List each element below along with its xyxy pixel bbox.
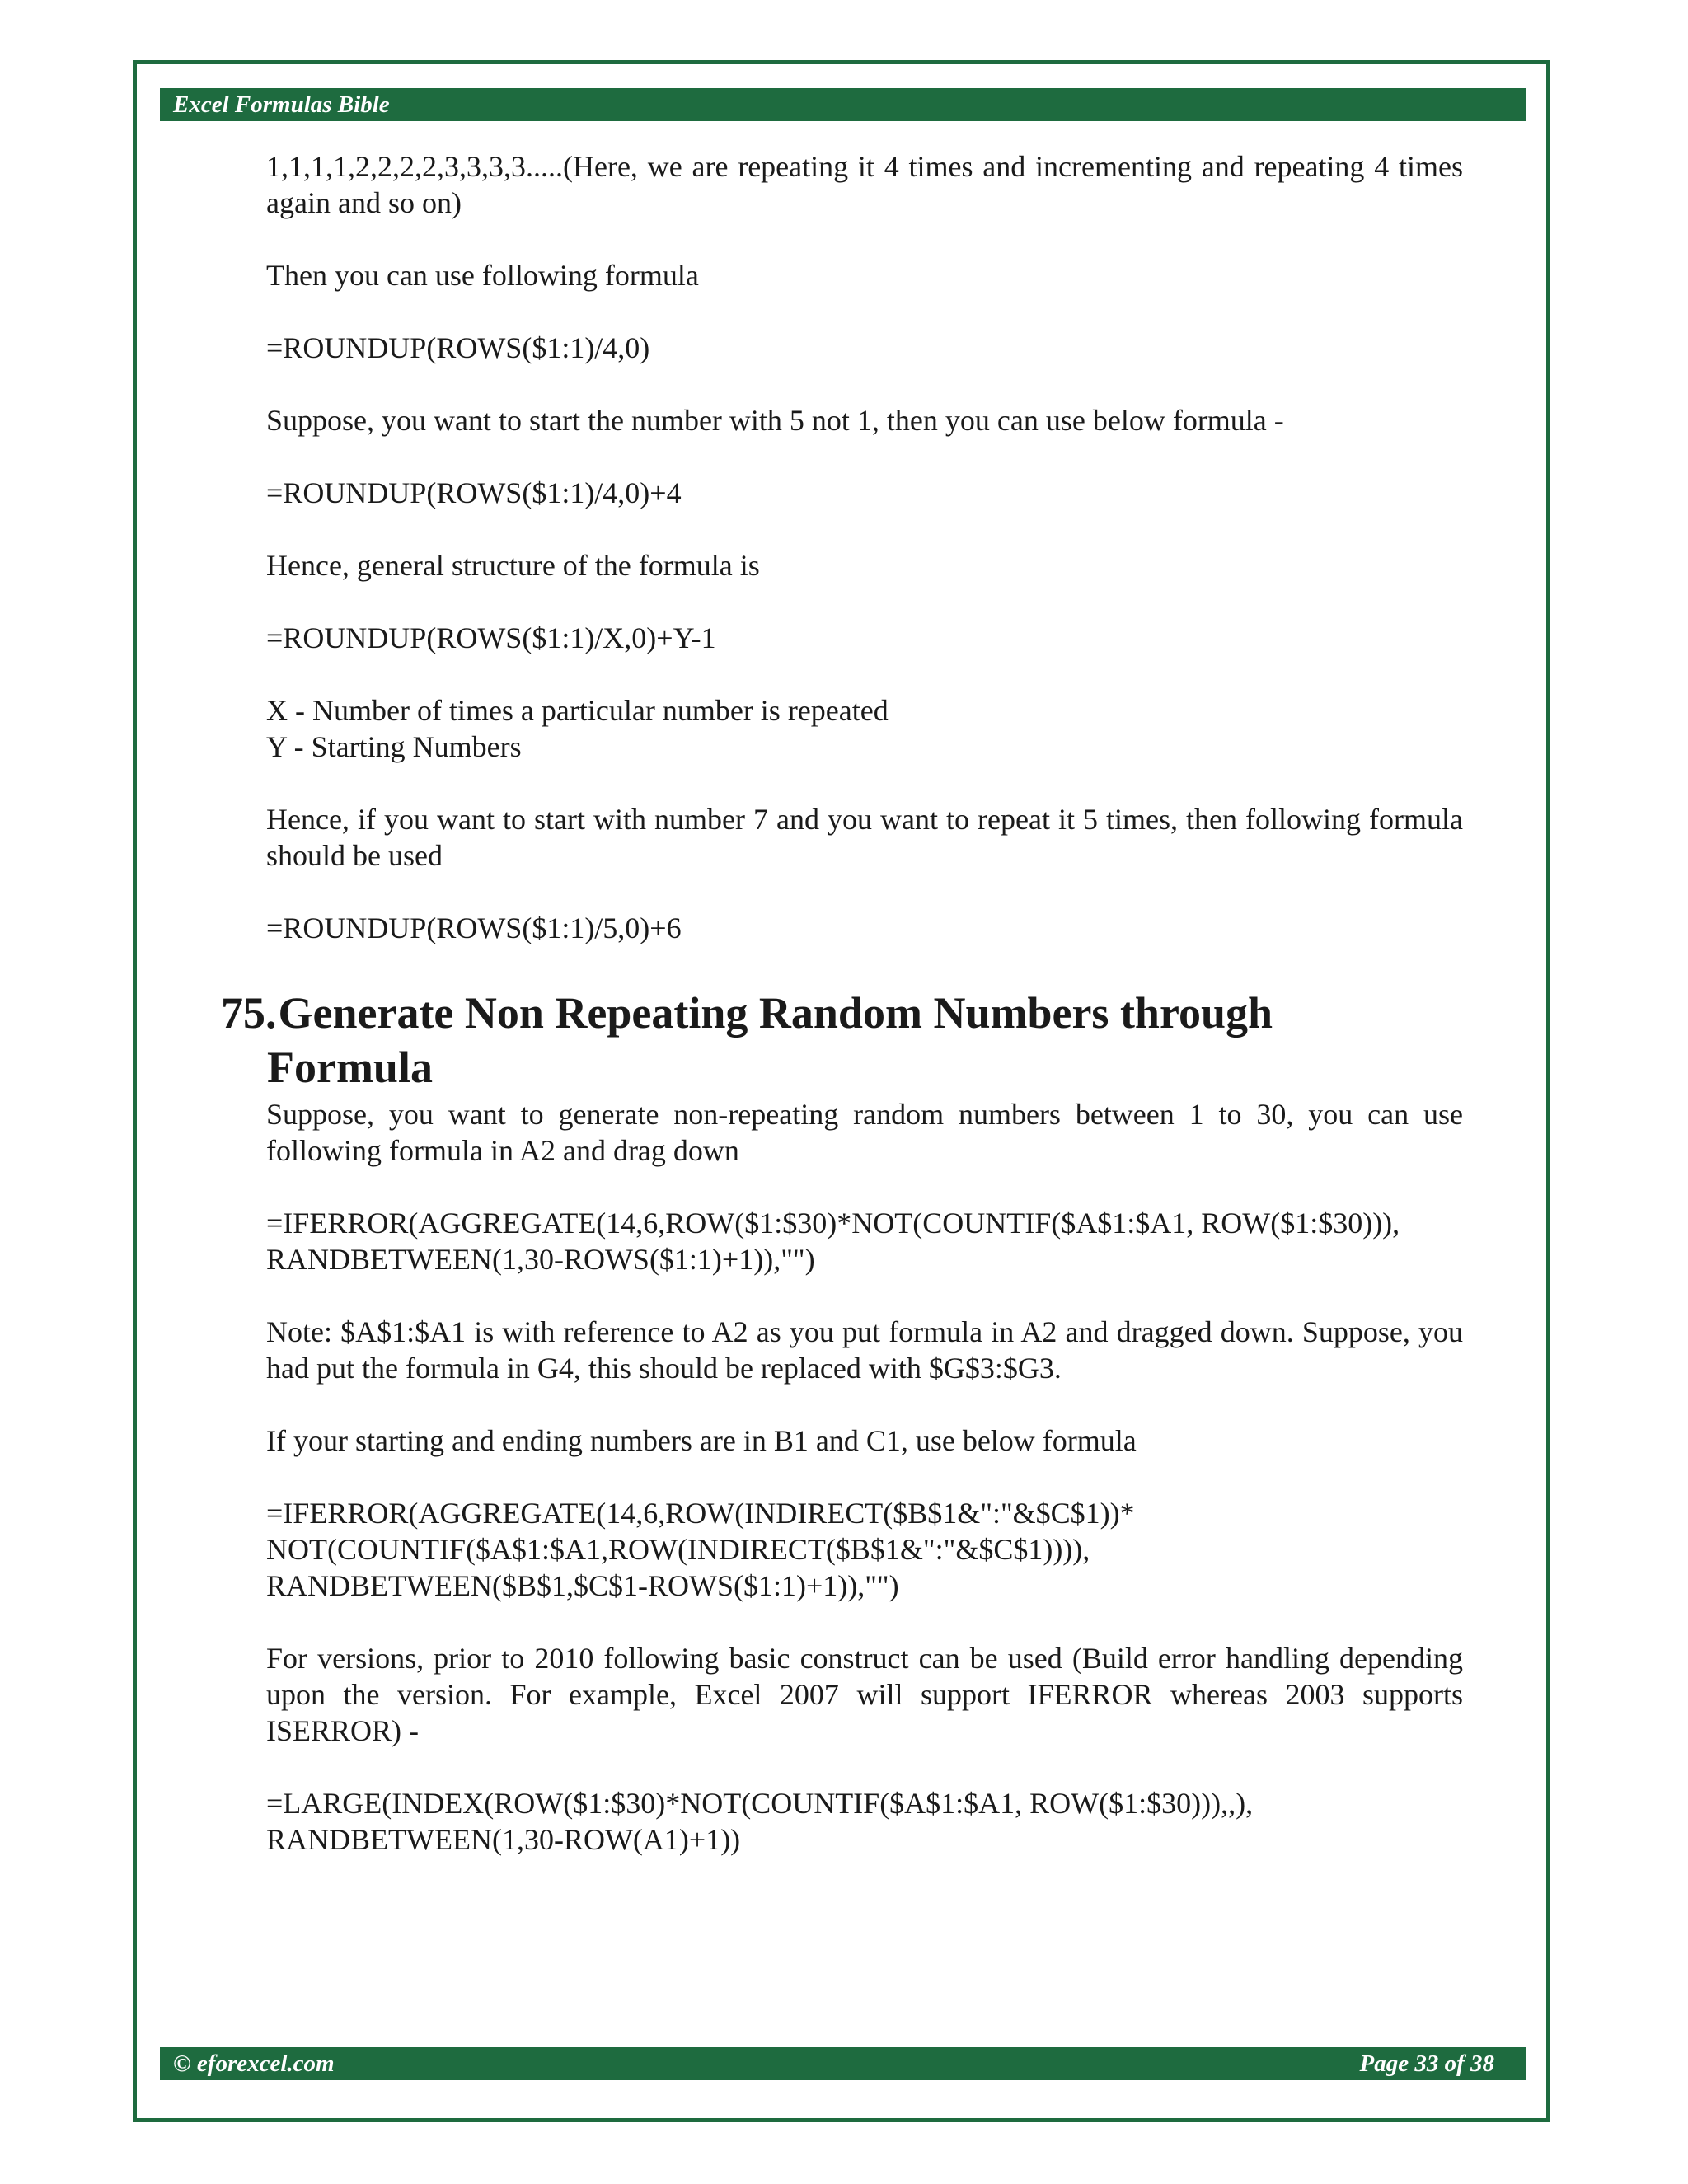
paragraph: Hence, if you want to start with number 7 and you want to repeat it 5 times, then following formula should be used (266, 803, 1463, 872)
paragraph: Suppose, you want to start the number with 5 not 1, then you can use below formula - (266, 404, 1284, 437)
formula (266, 1785, 1463, 1858)
sequence-description: 1,1,1,1,2,2,2,2,3,3,3,3.....(Here, we are repeating it 4 times and incrementing and repeating 4 times again and so on) (266, 150, 1463, 219)
y-definition: Y - Starting Numbers (266, 730, 522, 763)
heading-line-1: Generate Non Repeating Random Numbers through (278, 988, 1273, 1038)
footer-copyright: © eforexcel.com (173, 2050, 335, 2077)
formula: =ROUNDUP(ROWS($1:1)/4,0)+4 (266, 476, 682, 509)
page-header (160, 88, 1526, 121)
formula-line: =LARGE(INDEX(ROW($1:$30)*NOT(COUNTIF($A$1:$A1, ROW($1:$30))),,), (266, 1787, 1254, 1820)
formula: =ROUNDUP(ROWS($1:1)/4,0) (266, 331, 650, 364)
formula-line: RANDBETWEEN(1,30-ROW(A1)+1)) (266, 1823, 741, 1856)
paragraph: For versions, prior to 2010 following basic construct can be used (Build error handling depending upon the version. For example, Excel 2007 will support IFERROR whereas 2003 supports ISERROR) - (266, 1642, 1463, 1747)
formula-line: =IFERROR(AGGREGATE(14,6,ROW($1:$30)*NOT(COUNTIF($A$1:$A1, ROW($1:$30))), (266, 1207, 1400, 1240)
page-number: Page 33 of 38 (1359, 2050, 1494, 2077)
heading-line-2: Formula (267, 1043, 433, 1092)
formula-line: NOT(COUNTIF($A$1:$A1,ROW(INDIRECT($B$1&":"&$C$1)))), (266, 1533, 1090, 1566)
formula: =ROUNDUP(ROWS($1:1)/X,0)+Y-1 (266, 621, 716, 654)
paragraph: Then you can use following formula (266, 259, 699, 292)
header-title: Excel Formulas Bible (173, 91, 390, 118)
formula: =ROUNDUP(ROWS($1:1)/5,0)+6 (266, 912, 682, 944)
paragraph: If your starting and ending numbers are in B1 and C1, use below formula (266, 1424, 1137, 1457)
paragraph: Suppose, you want to generate non-repeating random numbers between 1 to 30, you can use following formula in A2 and drag down (266, 1098, 1463, 1167)
formula-line: RANDBETWEEN(1,30-ROWS($1:1)+1)),"") (266, 1243, 815, 1276)
note: Note: $A$1:$A1 is with reference to A2 as you put formula in A2 and dragged down. Suppose, you had put the formula in G4, this should be replaced with $G$3:$G3. (266, 1315, 1463, 1385)
formula (266, 1495, 1463, 1604)
paragraph: Hence, general structure of the formula is (266, 549, 760, 582)
formula-line: =IFERROR(AGGREGATE(14,6,ROW(INDIRECT($B$1&":"&$C$1))* (266, 1497, 1135, 1530)
page-footer (160, 2047, 1526, 2080)
section-number: 75. (221, 988, 277, 1038)
formula (266, 1205, 1463, 1277)
x-definition: X - Number of times a particular number is repeated (266, 694, 889, 727)
section-74-continuation (266, 148, 1463, 982)
section-75-body (266, 1096, 1463, 1894)
formula-line: RANDBETWEEN($B$1,$C$1-ROWS($1:1)+1)),"") (266, 1569, 899, 1602)
section-heading (221, 986, 1463, 1094)
